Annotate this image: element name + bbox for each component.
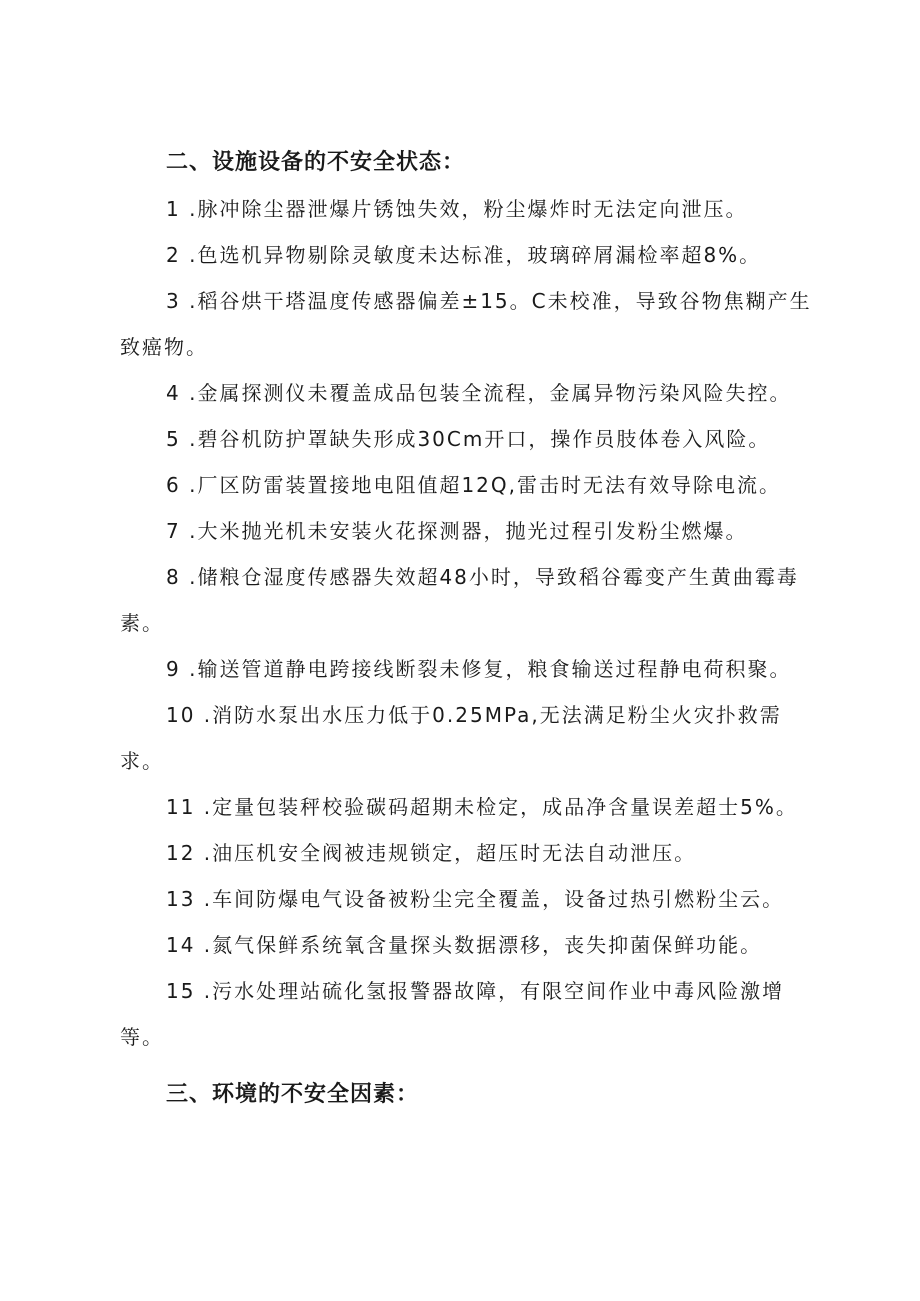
document-content [120, 140, 820, 1118]
list-item: 3 .稻谷烘干塔温度传感器偏差±15。C未校准，导致谷物焦糊产生致癌物。 [120, 289, 812, 359]
list-item: 7 .大米抛光机未安装火花探测器，抛光过程引发粉尘燃爆。 [166, 519, 748, 543]
list-item: 10 .消防水泵出水压力低于0.25MPa,无法满足粉尘火灾扑救需求。 [120, 703, 782, 773]
list-item: 14 .氮气保鲜系统氧含量探头数据漂移，丧失抑菌保鲜功能。 [166, 933, 763, 957]
section-heading-environment: 三、环境的不安全因素： [166, 1082, 420, 1107]
list-item: 13 .车间防爆电气设备被粉尘完全覆盖，设备过热引燃粉尘云。 [166, 887, 785, 911]
list-item: 5 .碧谷机防护罩缺失形成30Cm开口，操作员肢体卷入风险。 [166, 427, 771, 451]
list-item: 6 .厂区防雷装置接地电阻值超12Q,雷击时无法有效导除电流。 [166, 473, 781, 497]
list-item: 2 .色选机异物剔除灵敏度未达标准，玻璃碎屑漏检率超8%。 [166, 243, 762, 267]
list-item: 11 .定量包装秤校验碳码超期未检定，成品净含量误差超士5%。 [166, 795, 798, 819]
list-item: 9 .输送管道静电跨接线断裂未修复，粮食输送过程静电荷积聚。 [166, 657, 792, 681]
list-item: 15 .污水处理站硫化氢报警器故障，有限空间作业中毒风险激增等。 [120, 979, 785, 1049]
list-item: 8 .储粮仓湿度传感器失效超48小时，导致稻谷霉变产生黄曲霉毒素。 [120, 565, 799, 635]
section-heading-facility-equipment: 二、设施设备的不安全状态： [166, 150, 466, 175]
list-item: 1 .脉冲除尘器泄爆片锈蚀失效，粉尘爆炸时无法定向泄压。 [166, 197, 748, 221]
list-item: 4 .金属探测仪未覆盖成品包装全流程，金属异物污染风险失控。 [166, 381, 792, 405]
list-item: 12 .油压机安全阀被违规锁定，超压时无法自动泄压。 [166, 841, 697, 865]
